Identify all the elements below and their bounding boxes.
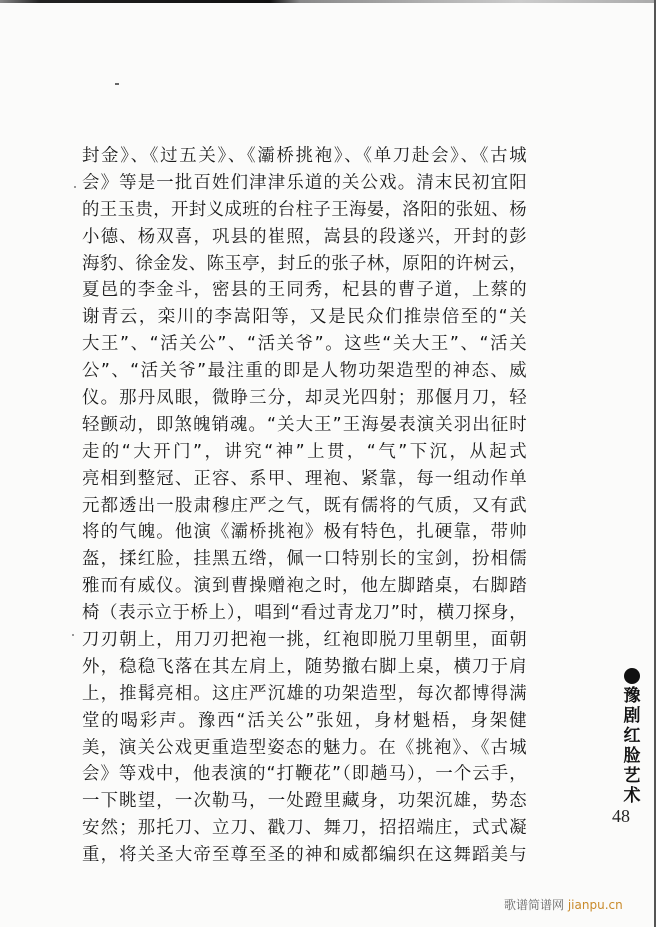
text-line: 一下眺望，一次勒马，一处蹬里藏身，功架沉雄，势态 (82, 791, 527, 812)
watermark-site-name: 歌谱简谱网 (504, 898, 565, 912)
text-line: 上，推髯亮相。这庄严沉雄的功架造型，每次都博得满 (82, 683, 527, 704)
text-line: 轻颤动，即煞魄销魂。“关大王”王海晏表演关羽出征时 (82, 414, 527, 435)
text-line: 会》等戏中，他表演的“打鞭花”（即趟马），一个云手， (82, 764, 527, 785)
text-line: 堂的喝彩声。豫西“活关公”张妞，身材魁梧，身架健 (82, 710, 527, 731)
text-line: 会》等是一批百姓们津津乐道的关公戏。清末民初宜阳 (82, 172, 527, 193)
text-line: 大王”、“活关公”、“活关爷”。这些“关大王”、“活关 (82, 334, 527, 355)
scan-speck (72, 634, 74, 636)
watermark-url: jianpu.cn (567, 898, 623, 912)
side-tab-char: 脸 (623, 746, 641, 766)
text-line: 椅（表示立于桥上），唱到“看过青龙刀”时，横刀探身， (82, 603, 527, 624)
side-tab-char: 剧 (623, 706, 641, 726)
body-text (82, 143, 527, 869)
text-line: 走的“大开门”，讲究“神”上贯，“气”下沉，从起式 (82, 441, 527, 462)
chapter-side-tab (621, 668, 643, 806)
text-line: 将的气魄。他演《灞桥挑袍》极有特色，扎硬靠，带帅 (82, 522, 527, 543)
side-tab-char: 红 (623, 726, 641, 746)
scan-top-edge (0, 0, 656, 3)
side-tab-char: 艺 (623, 766, 641, 786)
text-line: 盔，揉红脸，挂黑五绺，佩一口特别长的宝剑，扮相儒 (82, 549, 527, 570)
text-line: 小德、杨双喜，巩县的崔照，嵩县的段遂兴，开封的彭 (82, 226, 527, 247)
text-line: 夏邑的李金斗，密县的王同秀，杞县的曹子道，上蔡的 (82, 280, 527, 301)
text-line: 雅而有威仪。演到曹操赠袍之时，他左脚踏桌，右脚踏 (82, 576, 527, 597)
site-watermark (504, 896, 623, 913)
scan-mark (115, 83, 119, 85)
text-line: 封金》、《过五关》、《灞桥挑袍》、《单刀赴会》、《古城 (82, 146, 527, 166)
scan-speck (74, 186, 76, 188)
text-line: 公”、“活关爷”最注重的即是人物功架造型的神态、威 (82, 361, 527, 382)
side-tab-char: 术 (623, 786, 641, 806)
text-line: 的王玉贵，开封义成班的台柱子王海晏，洛阳的张妞、杨 (82, 199, 527, 220)
text-line: 亮相到整冠、正容、系甲、理袍、紧靠，每一组动作单 (82, 468, 527, 489)
text-line: 重，将关圣大帝至尊至圣的神和威都编织在这舞蹈美与 (82, 845, 527, 866)
text-line: 元都透出一股肃穆庄严之气，既有儒将的气质，又有武 (82, 495, 527, 516)
text-line: 仪。那丹凤眼，微睁三分，却灵光四射；那偃月刀，轻 (82, 388, 527, 409)
bullet-dot-icon (624, 668, 640, 684)
text-line: 刀刃朝上，用刀刃把袍一挑，红袍即脱刀里朝里，面朝 (82, 630, 527, 651)
side-tab-char: 豫 (623, 686, 641, 706)
text-line: 谢青云，栾川的李嵩阳等，又是民众们推崇倍至的“关 (82, 307, 527, 328)
text-line: 美，演关公戏更重造型姿态的魅力。在《挑袍》、《古城 (82, 737, 527, 758)
text-line: 外，稳稳飞落在其左肩上，随势撤右脚上桌，横刀于肩 (82, 656, 527, 677)
text-line: 安然；那托刀、立刀、戳刀、舞刀，招招端庄，式式凝 (82, 818, 527, 839)
text-line: 海豹、徐金发、陈玉亭，封丘的张子林，原阳的许树云， (82, 253, 527, 274)
page-number: 48 (612, 806, 630, 826)
